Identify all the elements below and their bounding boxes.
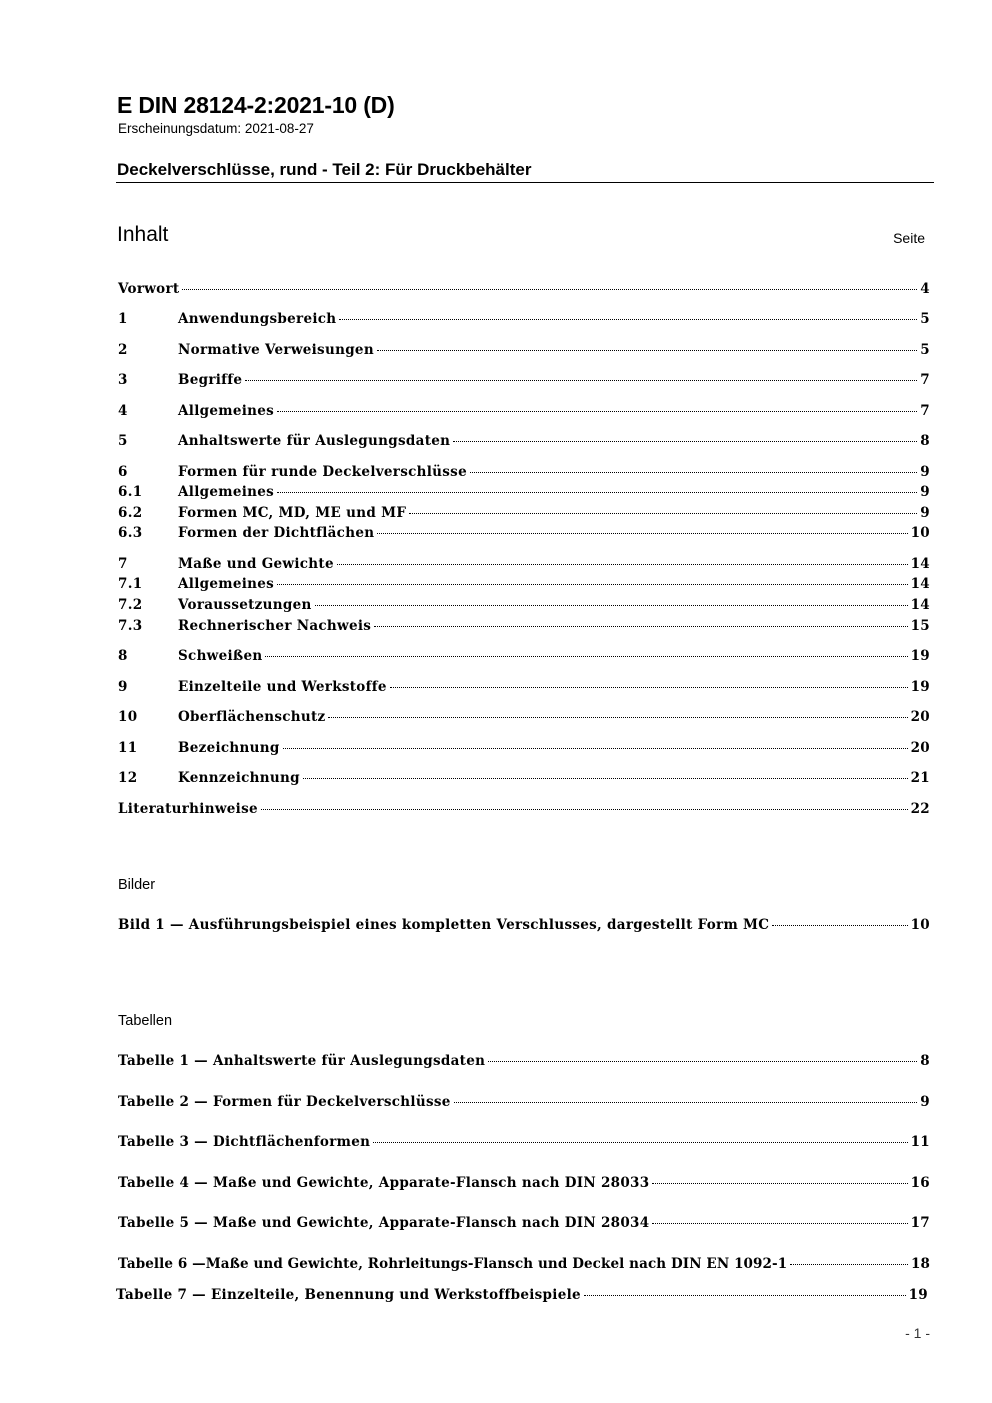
toc-leader-dots [377,533,907,534]
toc-leader-dots [772,925,907,926]
table-entry-title: Tabelle 1 — Anhaltswerte für Auslegungsdaten [118,1053,486,1069]
toc-entry-page: 20 [910,709,930,725]
toc-leader-dots [409,513,917,514]
title-divider [116,182,934,183]
table-entry-page: 11 [910,1134,930,1150]
document-title: E DIN 28124-2:2021-10 (D) [117,92,395,118]
toc-entry-number: 8 [118,648,128,664]
toc-leader-dots [303,778,908,779]
toc-leader-dots [315,605,908,606]
toc-leader-dots [652,1223,907,1224]
toc-entry[interactable] [118,679,930,697]
toc-entry-number: 7.2 [118,597,143,613]
toc-entry-page: 9 [920,464,930,480]
toc-leader-dots [390,687,908,688]
toc-leader-dots [377,350,917,351]
toc-entry-page: 7 [920,403,930,419]
toc-entry-page: 7 [920,372,930,388]
toc-entry[interactable] [118,597,930,615]
toc-entry-number: 5 [118,433,128,449]
table-entry-page: 19 [908,1287,928,1303]
toc-leader-dots [373,1142,907,1143]
table-entry-page: 9 [920,1094,930,1110]
toc-heading: Inhalt [117,223,169,246]
toc-leader-dots [265,656,907,657]
toc-entry-page: 5 [920,342,930,358]
toc-leader-dots [277,584,908,585]
table-entry-page: 18 [911,1256,930,1272]
table-entry[interactable] [116,1287,928,1305]
document-subtitle: Deckelverschlüsse, rund - Teil 2: Für Druckbehälter [117,160,532,179]
toc-entry-number: 6.3 [118,525,143,541]
toc-leader-dots [328,717,907,718]
figure-entry[interactable] [118,917,930,935]
table-entry-title: Tabelle 2 — Formen für Deckelverschlüsse [118,1094,451,1110]
toc-entry-page: 20 [910,740,930,756]
toc-entry-title: Begriffe [178,372,243,388]
toc-entry[interactable] [118,464,930,482]
tables-section-label: Tabellen [118,1013,173,1029]
toc-entry-page: 19 [910,648,930,664]
toc-entry[interactable] [118,576,930,594]
toc-leader-dots [790,1264,908,1265]
toc-entry[interactable] [118,556,930,574]
table-entry[interactable] [118,1215,930,1233]
toc-entry-title: Oberflächenschutz [178,709,326,725]
table-entry-title: Tabelle 5 — Maße und Gewichte, Apparate-Flansch nach DIN 28034 [118,1215,650,1231]
toc-entry-title: Formen MC, MD, ME und MF [178,505,407,521]
figures-section-label: Bilder [118,877,156,893]
toc-entry-number: 9 [118,679,128,695]
table-entry[interactable] [118,1053,930,1071]
toc-entry-number: 6.2 [118,505,143,521]
toc-entry-title: Schweißen [178,648,263,664]
toc-entry[interactable] [118,433,930,451]
toc-entry[interactable] [118,648,930,666]
toc-entry-number: 2 [118,342,128,358]
toc-leader-dots [277,492,917,493]
toc-entry[interactable] [118,618,930,636]
toc-entry-page: 9 [920,484,930,500]
publication-date: Erscheinungsdatum: 2021-08-27 [118,121,314,136]
toc-entry-title: Literaturhinweise [118,801,258,817]
toc-leader-dots [283,748,908,749]
toc-entry-page: 19 [910,679,930,695]
toc-entry-number: 1 [118,311,128,327]
toc-page-column-label: Seite [893,230,925,246]
table-entry-page: 17 [910,1215,930,1231]
toc-entry[interactable] [118,801,930,819]
toc-entry[interactable] [118,342,930,360]
toc-entry-title: Allgemeines [178,403,275,419]
table-entry-title: Tabelle 6 —Maße und Gewichte, Rohrleitungs-Flansch und Deckel nach DIN EN 1092-1 [118,1256,788,1272]
toc-entry-page: 5 [920,311,930,327]
toc-entry[interactable] [118,770,930,788]
toc-entry-page: 14 [910,576,930,592]
toc-entry-title: Rechnerischer Nachweis [178,618,372,634]
page-number: - 1 - [905,1325,930,1341]
toc-entry-number: 10 [118,709,138,725]
toc-leader-dots [454,1102,918,1103]
toc-entry[interactable] [118,372,930,390]
toc-leader-dots [453,441,917,442]
toc-entry-title: Bezeichnung [178,740,280,756]
toc-entry[interactable] [118,505,930,523]
toc-entry[interactable] [118,311,930,329]
toc-entry-title: Voraussetzungen [178,597,312,613]
toc-leader-dots [245,380,917,381]
toc-entry[interactable] [118,709,930,727]
toc-entry[interactable] [118,740,930,758]
toc-entry-title: Anhaltswerte für Auslegungsdaten [178,433,451,449]
toc-leader-dots [652,1183,907,1184]
toc-entry-title: Anwendungsbereich [178,311,337,327]
toc-entry-number: 11 [118,740,138,756]
toc-leader-dots [584,1295,906,1296]
toc-leader-dots [374,626,907,627]
table-entry-title: Tabelle 3 — Dichtflächenformen [118,1134,371,1150]
toc-entry-title: Vorwort [118,281,180,297]
toc-entry-number: 4 [118,403,128,419]
toc-entry-title: Maße und Gewichte [178,556,334,572]
figure-entry-title: Bild 1 — Ausführungsbeispiel eines kompletten Verschlusses, dargestellt Form MC [118,917,770,933]
toc-leader-dots [182,289,917,290]
figure-entry-page: 10 [910,917,930,933]
toc-leader-dots [337,564,908,565]
toc-entry[interactable] [118,281,930,299]
toc-entry-number: 3 [118,372,128,388]
table-entry-title: Tabelle 7 — Einzelteile, Benennung und Werkstoffbeispiele [116,1287,581,1303]
toc-leader-dots [470,472,917,473]
toc-entry-number: 7.1 [118,576,143,592]
toc-entry-title: Formen der Dichtflächen [178,525,375,541]
toc-entry-page: 8 [920,433,930,449]
toc-entry-page: 22 [910,801,930,817]
table-entry[interactable] [118,1094,930,1112]
toc-entry-number: 12 [118,770,138,786]
toc-entry-page: 14 [910,597,930,613]
toc-entry-page: 9 [920,505,930,521]
toc-entry-title: Allgemeines [178,484,275,500]
table-entry-page: 16 [910,1175,930,1191]
toc-entry-number: 6.1 [118,484,143,500]
toc-leader-dots [339,319,917,320]
toc-entry-page: 10 [910,525,930,541]
toc-leader-dots [277,411,917,412]
toc-entry-title: Kennzeichnung [178,770,300,786]
toc-leader-dots [261,809,908,810]
toc-entry-page: 4 [920,281,930,297]
toc-leader-dots [488,1061,917,1062]
table-entry-page: 8 [920,1053,930,1069]
toc-entry-title: Allgemeines [178,576,275,592]
toc-entry-page: 14 [910,556,930,572]
toc-entry[interactable] [118,484,930,502]
table-entry[interactable] [118,1134,930,1152]
toc-entry[interactable] [118,403,930,421]
toc-entry-page: 15 [910,618,930,634]
toc-entry-title: Formen für runde Deckelverschlüsse [178,464,467,480]
table-entry-title: Tabelle 4 — Maße und Gewichte, Apparate-Flansch nach DIN 28033 [118,1175,650,1191]
table-entry[interactable] [118,1175,930,1193]
toc-entry[interactable] [118,525,930,543]
toc-entry-page: 21 [910,770,930,786]
table-entry[interactable] [118,1256,930,1274]
toc-entry-number: 7.3 [118,618,143,634]
toc-entry-number: 7 [118,556,128,572]
toc-entry-title: Normative Verweisungen [178,342,374,358]
toc-entry-number: 6 [118,464,128,480]
toc-entry-title: Einzelteile und Werkstoffe [178,679,387,695]
